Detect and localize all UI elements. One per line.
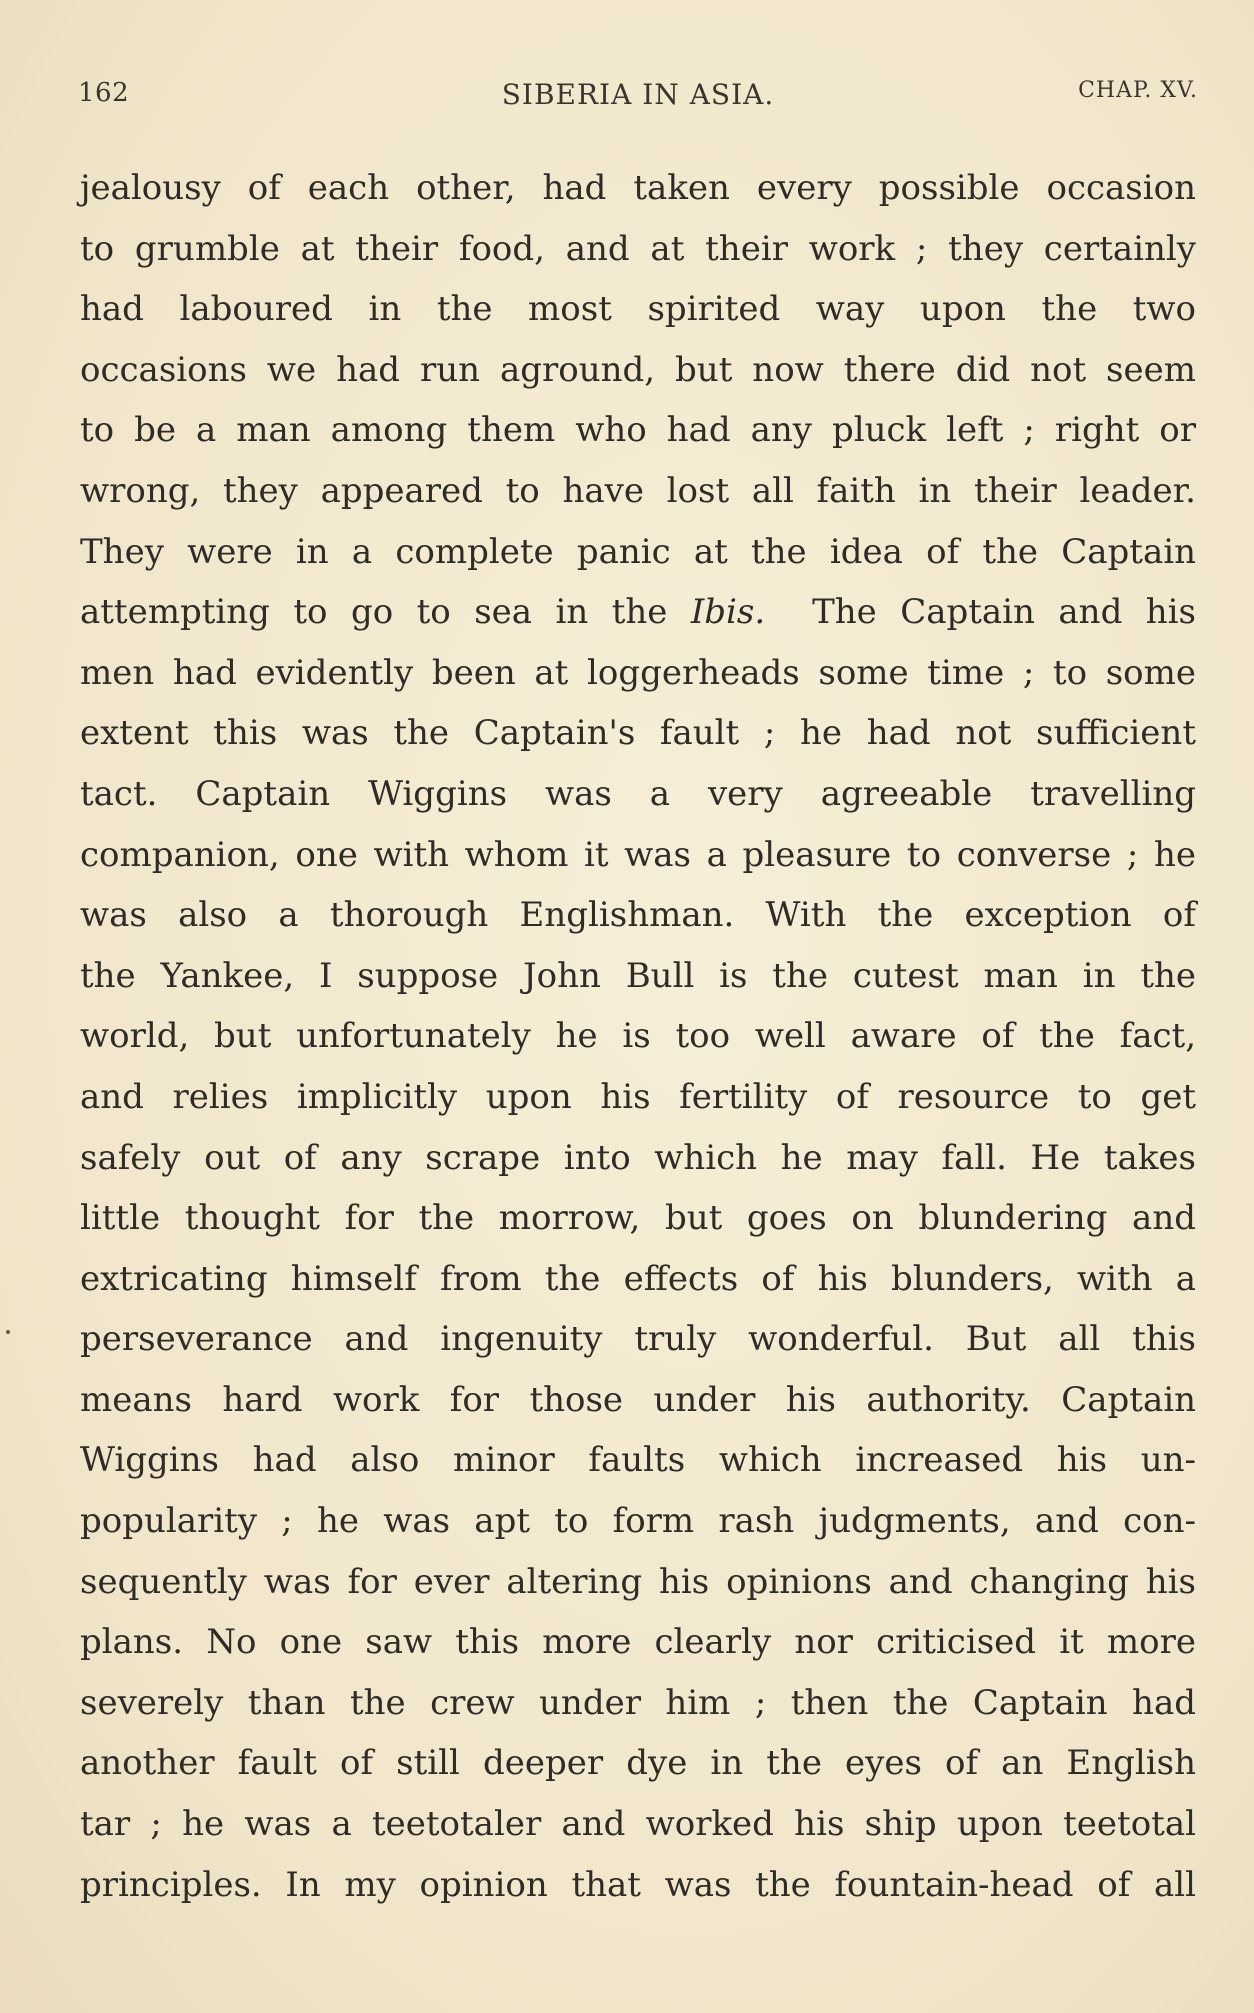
- text-line: companion, one with whom it was a pleasure to converse ; he: [80, 834, 1196, 875]
- text-line: the Yankee, I suppose John Bull is the cutest man in the: [80, 955, 1196, 996]
- text-line: perseverance and ingenuity truly wonderful. But all this: [80, 1319, 1196, 1360]
- text-line: wrong, they appeared to have lost all faith in their leader.: [80, 470, 1196, 511]
- text-line: safely out of any scrape into which he may fall. He takes: [80, 1137, 1196, 1178]
- text-line: had laboured in the most spirited way upon the two: [80, 289, 1196, 330]
- text-line: sequently was for ever altering his opinions and changing his: [80, 1561, 1196, 1602]
- running-title: SIBERIA IN ASIA.: [501, 78, 775, 111]
- text-line: They were in a complete panic at the idea of the Captain: [80, 531, 1196, 572]
- text-line: tar ; he was a teetotaler and worked his ship upon teetotal: [80, 1804, 1196, 1845]
- page-number: 162: [78, 78, 130, 108]
- running-head: [78, 78, 1198, 118]
- text-line: extent this was the Captain's fault ; he had not sufficient: [80, 713, 1196, 754]
- margin-mark: [6, 1330, 10, 1334]
- text-line: occasions we had run aground, but now there did not seem: [80, 349, 1196, 390]
- text-line: men had evidently been at loggerheads some time ; to some: [80, 652, 1196, 693]
- text-line: popularity ; he was apt to form rash judgments, and con-: [80, 1501, 1196, 1542]
- body-text: [80, 158, 1196, 1915]
- text-fragment: attempting to go to sea in the: [80, 592, 668, 633]
- ship-name-italic: Ibis.: [690, 592, 766, 633]
- text-line: severely than the crew under him ; then the Captain had: [80, 1682, 1196, 1723]
- text-line: was also a thorough Englishman. With the exception of: [80, 895, 1196, 936]
- text-line: Wiggins had also minor faults which increased his un-: [80, 1440, 1196, 1481]
- text-line: plans. No one saw this more clearly nor criticised it more: [80, 1622, 1196, 1663]
- text-line: extricating himself from the effects of his blunders, with a: [80, 1258, 1196, 1299]
- text-line: another fault of still deeper dye in the eyes of an English: [80, 1743, 1196, 1784]
- text-line: to be a man among them who had any pluck left ; right or: [80, 410, 1196, 451]
- text-line: principles. In my opinion that was the fountain-head of all: [80, 1864, 1196, 1905]
- text-line: tact. Captain Wiggins was a very agreeable travelling: [80, 773, 1196, 814]
- text-line: world, but unfortunately he is too well aware of the fact,: [80, 1016, 1196, 1057]
- text-line: to grumble at their food, and at their work ; they certainly: [80, 228, 1196, 269]
- text-line: jealousy of each other, had taken every possible occasion: [80, 168, 1196, 208]
- text-line: means hard work for those under his authority. Captain: [80, 1379, 1196, 1420]
- text-fragment: The Captain and his: [812, 592, 1196, 633]
- text-line-with-ship-name: [80, 582, 1196, 643]
- text-line: and relies implicitly upon his fertility of resource to get: [80, 1076, 1196, 1117]
- text-line: little thought for the morrow, but goes on blundering and: [80, 1198, 1196, 1239]
- chapter-label: CHAP. XV.: [1078, 78, 1198, 103]
